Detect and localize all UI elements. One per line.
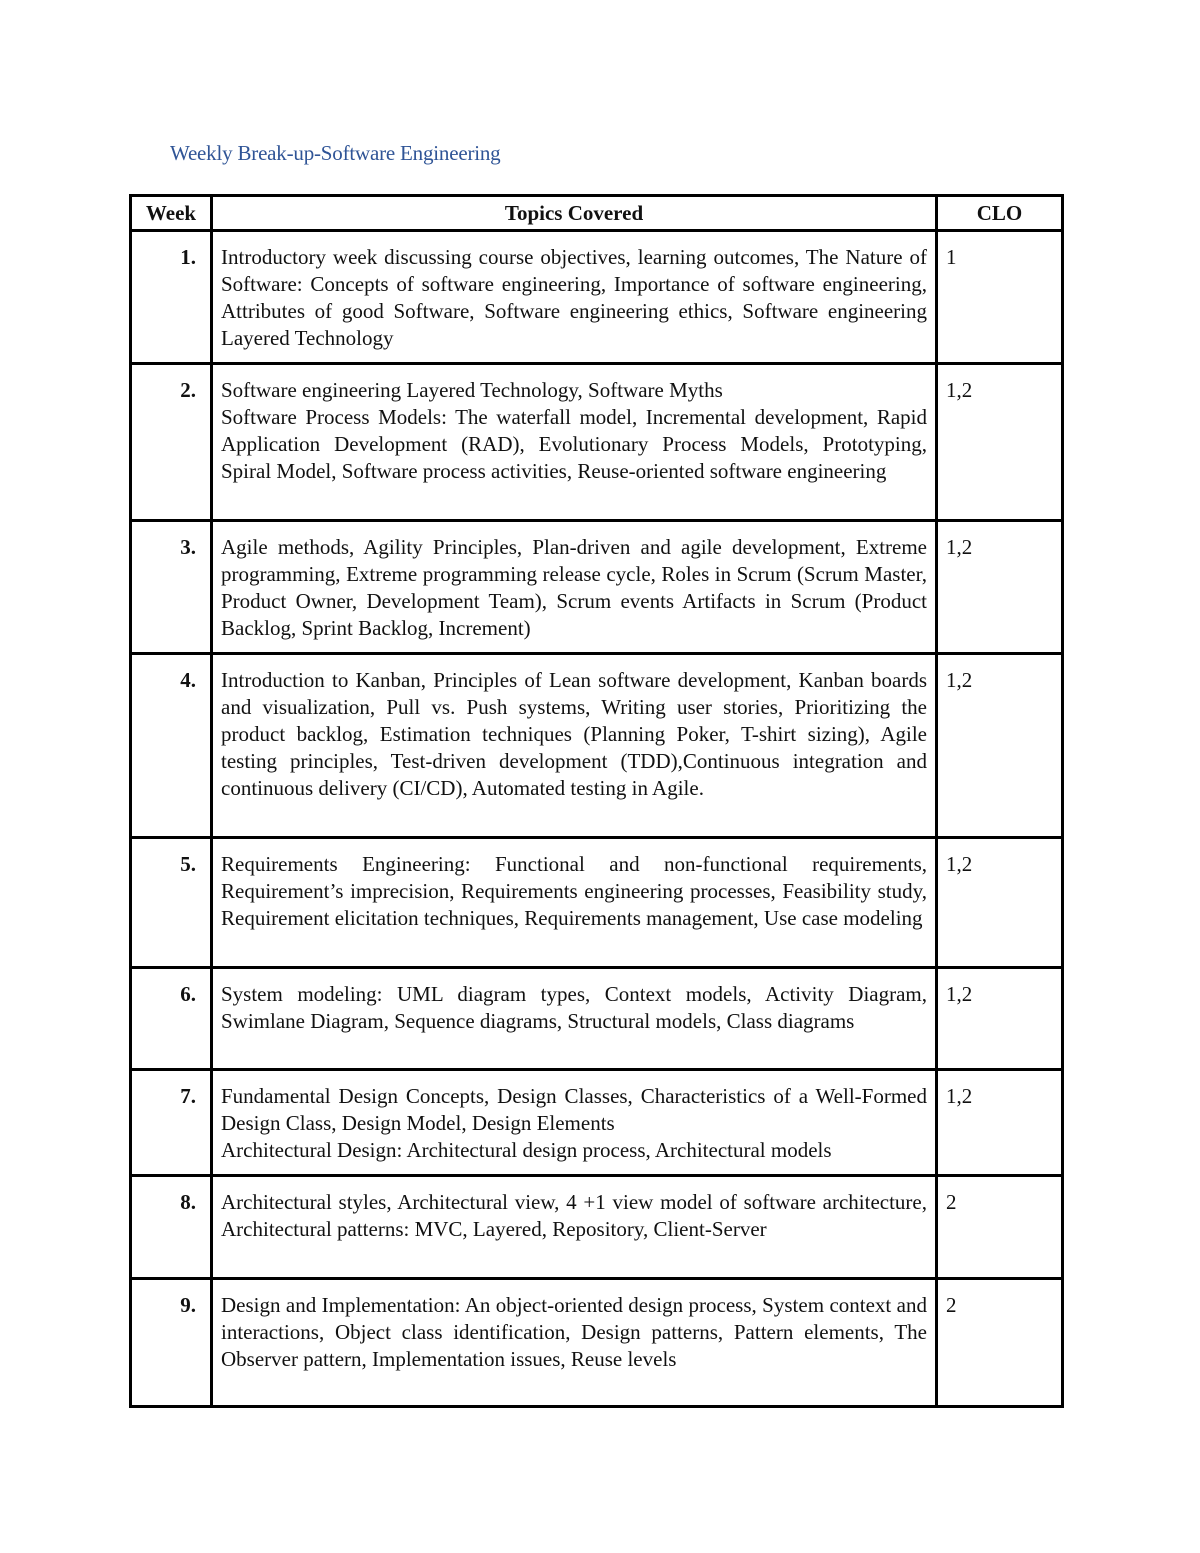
- weekly-breakup-table: [129, 194, 1064, 1408]
- week-number: 1.: [131, 231, 212, 364]
- table-row: [131, 1279, 1063, 1407]
- header-topics: Topics Covered: [212, 196, 937, 231]
- table-row: [131, 1070, 1063, 1176]
- clo-value: 2: [937, 1279, 1063, 1407]
- topics-cell: [212, 968, 937, 1070]
- clo-value: 1,2: [937, 654, 1063, 838]
- clo-value: 1: [937, 231, 1063, 364]
- clo-value: 1,2: [937, 521, 1063, 654]
- topics-text: Software engineering Layered Technology, Software Myths: [221, 378, 723, 402]
- topics-text: Agile methods, Agility Principles, Plan-driven and agile development, Extreme programming, Extreme programming release cycle, Roles in Scrum (Scrum Master, Product Owner, Development Team), Scrum events Artifacts in Scrum (Product Backlog, Sprint Backlog, Increment): [221, 535, 927, 640]
- page-title: Weekly Break-up-Software Engineering: [170, 141, 501, 165]
- topics-text: Design and Implementation: An object-oriented design process, System context and interactions, Object class identification, Design patterns, Pattern elements, The Observer pattern, Implementation issues, Reuse levels: [221, 1293, 927, 1371]
- clo-value: 1,2: [937, 364, 1063, 521]
- topics-text: Introductory week discussing course objectives, learning outcomes, The Nature of Software: Concepts of software engineering, Importance of software engineering, Attributes of good Software, Software engineering ethics, Software engineering Layered Technology: [221, 245, 927, 350]
- week-number: 4.: [131, 654, 212, 838]
- table-row: [131, 364, 1063, 521]
- topics-text: System modeling: UML diagram types, Context models, Activity Diagram, Swimlane Diagram, Sequence diagrams, Structural models, Class diagrams: [221, 982, 927, 1033]
- topics-cell: [212, 521, 937, 654]
- table-row: [131, 968, 1063, 1070]
- topics-cell: [212, 364, 937, 521]
- week-number: 3.: [131, 521, 212, 654]
- week-number: 7.: [131, 1070, 212, 1176]
- topics-cell: [212, 1070, 937, 1176]
- table-row: [131, 1176, 1063, 1279]
- header-week: Week: [131, 196, 212, 231]
- clo-value: 1,2: [937, 838, 1063, 968]
- topics-cell: [212, 838, 937, 968]
- week-number: 2.: [131, 364, 212, 521]
- topics-text: Architectural Design: Architectural design process, Architectural models: [221, 1138, 832, 1162]
- clo-value: 1,2: [937, 968, 1063, 1070]
- table-row: [131, 521, 1063, 654]
- table-row: [131, 838, 1063, 968]
- topics-cell: [212, 231, 937, 364]
- table-row: [131, 231, 1063, 364]
- week-number: 6.: [131, 968, 212, 1070]
- topics-text: Architectural styles, Architectural view, 4 +1 view model of software architecture, Architectural patterns: MVC, Layered, Repository, Client-Server: [221, 1190, 927, 1241]
- table-row: [131, 654, 1063, 838]
- topics-text: Fundamental Design Concepts, Design Classes, Characteristics of a Well-Formed Design Class, Design Model, Design Elements: [221, 1084, 927, 1135]
- topics-cell: [212, 1176, 937, 1279]
- clo-value: 2: [937, 1176, 1063, 1279]
- topics-text: Requirements Engineering: Functional and non-functional requirements, Requirement’s imprecision, Requirements engineering processes, Feasibility study, Requirement elicitation techniques, Requirements management, Use case modeling: [221, 852, 927, 930]
- topics-text: Software Process Models: The waterfall model, Incremental development, Rapid Application Development (RAD), Evolutionary Process Models, Prototyping, Spiral Model, Software process activities, Reuse-oriented software engineering: [221, 405, 927, 483]
- header-clo: CLO: [937, 196, 1063, 231]
- clo-value: 1,2: [937, 1070, 1063, 1176]
- topics-cell: [212, 1279, 937, 1407]
- week-number: 9.: [131, 1279, 212, 1407]
- topics-text: Introduction to Kanban, Principles of Lean software development, Kanban boards and visualization, Pull vs. Push systems, Writing user stories, Prioritizing the product backlog, Estimation techniques (Planning Poker, T-shirt sizing), Agile testing principles, Test-driven development (TDD),Continuous integration and continuous delivery (CI/CD), Automated testing in Agile.: [221, 668, 927, 800]
- topics-cell: [212, 654, 937, 838]
- week-number: 8.: [131, 1176, 212, 1279]
- table-header-row: [131, 196, 1063, 231]
- week-number: 5.: [131, 838, 212, 968]
